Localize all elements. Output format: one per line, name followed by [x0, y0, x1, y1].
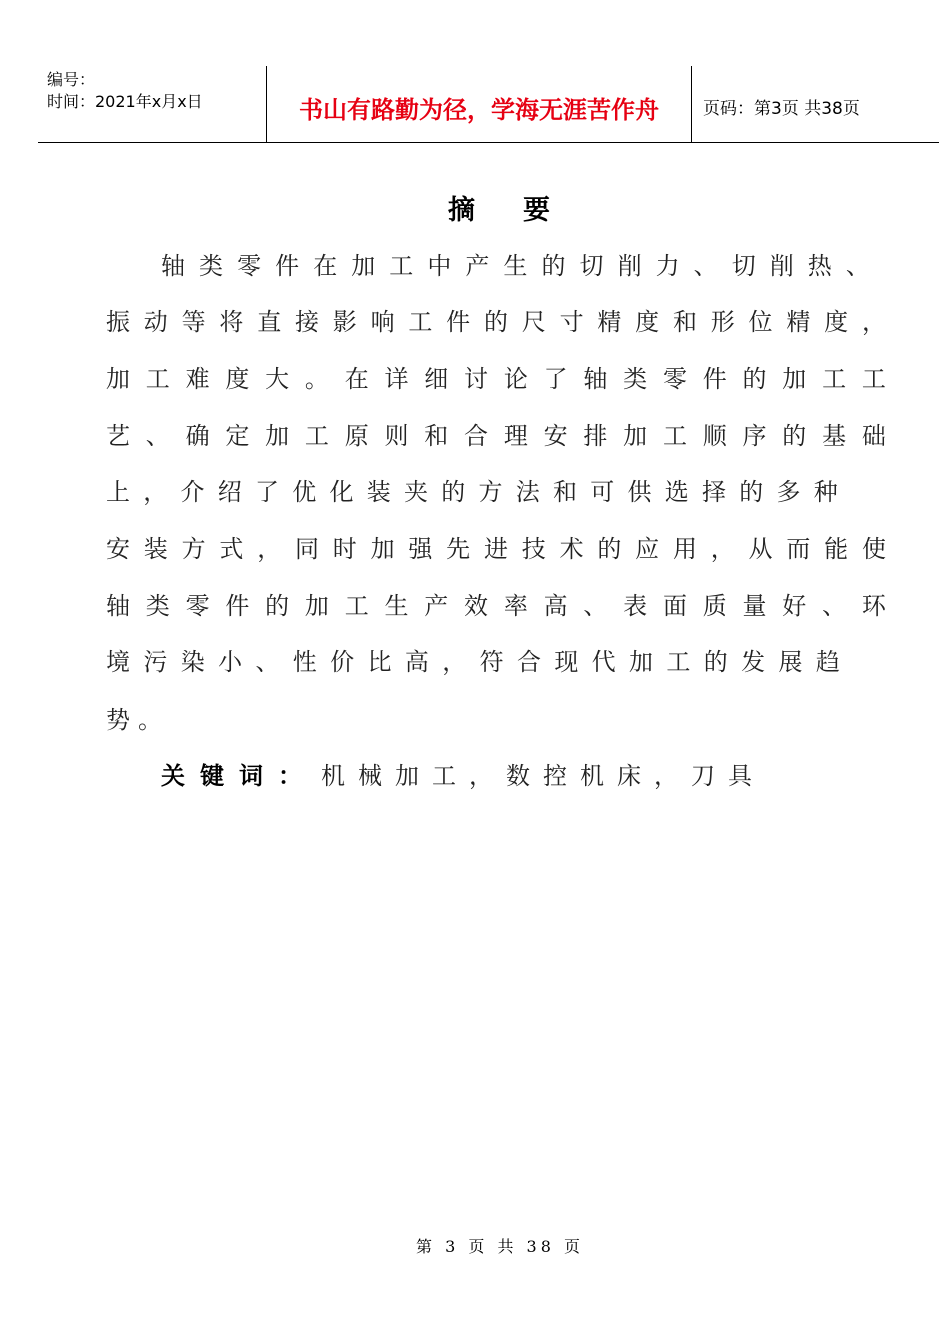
- abstract-char: 、: [255, 647, 280, 676]
- abstract-char: 境: [106, 647, 130, 676]
- abstract-char: 、: [145, 421, 170, 450]
- abstract-char: ，: [143, 477, 168, 506]
- abstract-char: 大: [265, 364, 290, 393]
- keywords-label: 关键词：: [161, 760, 317, 790]
- abstract-char: 进: [483, 534, 508, 563]
- abstract-char: 从: [748, 534, 773, 563]
- abstract-char: 的: [541, 251, 566, 280]
- abstract-char: 削: [617, 251, 642, 280]
- abstract-char: 产: [465, 251, 490, 280]
- abstract-char: 零: [237, 251, 262, 280]
- abstract-char: 种: [813, 477, 838, 506]
- abstract-char: 绍: [217, 477, 242, 506]
- abstract-char: 的: [441, 477, 466, 506]
- abstract-line: [106, 472, 838, 506]
- abstract-char: 的: [483, 307, 508, 336]
- abstract-char: 件: [702, 364, 727, 393]
- abstract-char: 效: [464, 591, 489, 620]
- abstract-char: 加: [265, 421, 290, 450]
- abstract-char: 量: [742, 591, 767, 620]
- abstract-char: ，: [257, 534, 282, 563]
- keywords-text: 机械加工，数控机床，刀具: [321, 761, 765, 790]
- abstract-char: 加: [782, 364, 807, 393]
- abstract-char: 础: [861, 421, 886, 450]
- abstract-char: 环: [861, 591, 886, 620]
- abstract-char: 夹: [404, 477, 428, 506]
- abstract-char: 技: [521, 534, 546, 563]
- abstract-char: 位: [748, 307, 773, 336]
- abstract-char: 生: [384, 591, 409, 620]
- abstract-char: 小: [218, 647, 243, 676]
- abstract-line: [106, 302, 886, 336]
- serial-number-label: 编号：: [47, 70, 96, 89]
- abstract-char: 度: [635, 307, 660, 336]
- abstract-char: 零: [185, 591, 210, 620]
- abstract-char: 精: [597, 307, 622, 336]
- abstract-char: 式: [219, 534, 244, 563]
- abstract-char: 势: [106, 705, 130, 734]
- abstract-char: 安: [543, 421, 568, 450]
- abstract-char: 轴: [161, 251, 185, 280]
- abstract-char: 方: [181, 534, 206, 563]
- abstract-char: 则: [384, 421, 409, 450]
- abstract-char: 详: [384, 364, 409, 393]
- abstract-char: 基: [822, 421, 847, 450]
- abstract-char: 在: [313, 251, 338, 280]
- keywords-line: [161, 756, 765, 790]
- abstract-char: 和: [672, 307, 697, 336]
- abstract-char: 精: [786, 307, 811, 336]
- abstract-char: 产: [424, 591, 449, 620]
- abstract-char: 影: [332, 307, 357, 336]
- abstract-char: 讨: [464, 364, 489, 393]
- abstract-char: 排: [583, 421, 608, 450]
- abstract-char: 的: [597, 534, 622, 563]
- abstract-char: ，: [710, 534, 735, 563]
- abstract-char: 质: [702, 591, 727, 620]
- abstract-char: 了: [255, 477, 279, 506]
- abstract-char: 顺: [702, 421, 727, 450]
- abstract-char: 装: [366, 477, 391, 506]
- abstract-char: 合: [516, 647, 541, 676]
- abstract-char: 比: [367, 647, 392, 676]
- abstract-char: 表: [623, 591, 648, 620]
- abstract-char: 和: [553, 477, 577, 506]
- abstract-char: 类: [199, 251, 224, 280]
- abstract-char: 艺: [106, 421, 130, 450]
- abstract-char: 加: [351, 251, 376, 280]
- abstract-char: 原: [344, 421, 369, 450]
- abstract-char: 高: [404, 647, 429, 676]
- abstract-char: 多: [776, 477, 801, 506]
- header-page-number: 页码：第3页 共38页: [703, 99, 860, 119]
- abstract-char: 论: [503, 364, 528, 393]
- abstract-char: 工: [304, 421, 329, 450]
- abstract-char: 用: [672, 534, 697, 563]
- abstract-char: 生: [503, 251, 528, 280]
- abstract-line: [106, 700, 162, 734]
- abstract-char: 合: [464, 421, 489, 450]
- abstract-char: 的: [742, 364, 767, 393]
- abstract-char: 同: [294, 534, 319, 563]
- abstract-char: 加: [106, 364, 130, 393]
- abstract-char: 。: [138, 705, 162, 734]
- abstract-char: 工: [408, 307, 433, 336]
- abstract-char: 、: [583, 591, 608, 620]
- date-label: 时间：2021年x月x日: [47, 92, 203, 111]
- abstract-char: 类: [623, 364, 648, 393]
- abstract-char: 度: [225, 364, 250, 393]
- abstract-line: [106, 529, 886, 563]
- abstract-char: 切: [731, 251, 756, 280]
- abstract-char: 趋: [815, 647, 840, 676]
- abstract-char: 力: [655, 251, 680, 280]
- abstract-char: 法: [515, 477, 540, 506]
- abstract-line: [106, 586, 886, 620]
- abstract-char: 价: [330, 647, 355, 676]
- abstract-char: 、: [693, 251, 718, 280]
- abstract-char: 符: [479, 647, 504, 676]
- abstract-char: 等: [181, 307, 206, 336]
- abstract-char: 削: [769, 251, 794, 280]
- abstract-char: 难: [185, 364, 210, 393]
- abstract-char: 寸: [559, 307, 584, 336]
- abstract-char: 切: [579, 251, 604, 280]
- abstract-char: 将: [219, 307, 244, 336]
- abstract-char: 优: [292, 477, 317, 506]
- abstract-char: 染: [180, 647, 205, 676]
- abstract-char: 形: [710, 307, 735, 336]
- abstract-char: 展: [778, 647, 803, 676]
- abstract-char: 和: [424, 421, 449, 450]
- abstract-line: [106, 359, 886, 393]
- abstract-char: 而: [786, 534, 811, 563]
- abstract-char: 的: [739, 477, 764, 506]
- abstract-char: 强: [408, 534, 433, 563]
- abstract-char: 术: [559, 534, 584, 563]
- abstract-char: 接: [294, 307, 319, 336]
- abstract-char: 工: [666, 647, 691, 676]
- abstract-char: 面: [662, 591, 687, 620]
- abstract-char: 介: [180, 477, 205, 506]
- abstract-char: 率: [503, 591, 528, 620]
- abstract-char: 加: [304, 591, 329, 620]
- abstract-char: 安: [106, 534, 130, 563]
- abstract-char: 件: [446, 307, 471, 336]
- abstract-char: 应: [635, 534, 660, 563]
- abstract-char: 择: [702, 477, 726, 506]
- abstract-char: 装: [143, 534, 168, 563]
- motto-text: 书山有路勤为径，学海无涯苦作舟: [299, 95, 659, 124]
- abstract-char: 使: [861, 534, 886, 563]
- abstract-line: [161, 246, 870, 280]
- abstract-char: 现: [554, 647, 579, 676]
- abstract-line: [106, 416, 886, 450]
- abstract-char: 的: [703, 647, 728, 676]
- abstract-char: 在: [344, 364, 369, 393]
- abstract-char: 工: [344, 591, 369, 620]
- abstract-char: 确: [185, 421, 210, 450]
- abstract-char: 热: [807, 251, 832, 280]
- abstract-char: 、: [822, 591, 847, 620]
- abstract-char: 序: [742, 421, 767, 450]
- abstract-char: 可: [590, 477, 615, 506]
- abstract-char: 加: [623, 421, 648, 450]
- abstract-char: 、: [845, 251, 870, 280]
- abstract-char: 定: [225, 421, 250, 450]
- abstract-char: ，: [861, 307, 886, 336]
- abstract-char: 细: [424, 364, 449, 393]
- abstract-char: 工: [861, 364, 886, 393]
- abstract-char: 零: [662, 364, 687, 393]
- abstract-char: 理: [503, 421, 528, 450]
- abstract-char: 先: [446, 534, 471, 563]
- abstract-char: 动: [143, 307, 168, 336]
- abstract-char: 上: [106, 477, 130, 506]
- page-footer: 第 3 页 共 38 页: [416, 1237, 584, 1256]
- abstract-char: 污: [143, 647, 168, 676]
- abstract-char: 好: [782, 591, 807, 620]
- abstract-char: 化: [329, 477, 354, 506]
- abstract-char: 类: [145, 591, 170, 620]
- abstract-char: 件: [225, 591, 250, 620]
- abstract-title: 摘要: [448, 195, 598, 226]
- abstract-char: 件: [275, 251, 300, 280]
- abstract-char: 高: [543, 591, 568, 620]
- abstract-char: 尺: [521, 307, 546, 336]
- abstract-char: 响: [370, 307, 395, 336]
- abstract-char: ，: [442, 647, 467, 676]
- abstract-char: 性: [292, 647, 317, 676]
- abstract-char: 轴: [106, 591, 130, 620]
- abstract-char: 工: [145, 364, 170, 393]
- abstract-line: [106, 642, 840, 676]
- abstract-char: 加: [629, 647, 654, 676]
- abstract-char: 能: [824, 534, 849, 563]
- abstract-char: 工: [389, 251, 414, 280]
- abstract-char: 的: [782, 421, 807, 450]
- abstract-char: 方: [478, 477, 503, 506]
- abstract-char: 发: [741, 647, 766, 676]
- abstract-char: 振: [106, 307, 130, 336]
- abstract-char: 的: [265, 591, 290, 620]
- abstract-char: 工: [822, 364, 847, 393]
- abstract-char: 直: [257, 307, 282, 336]
- abstract-char: 时: [332, 534, 357, 563]
- abstract-char: 度: [824, 307, 849, 336]
- abstract-char: 。: [304, 364, 329, 393]
- abstract-char: 工: [662, 421, 687, 450]
- abstract-char: 中: [427, 251, 452, 280]
- abstract-char: 代: [591, 647, 616, 676]
- abstract-char: 加: [370, 534, 395, 563]
- abstract-char: 轴: [583, 364, 608, 393]
- abstract-char: 选: [664, 477, 689, 506]
- abstract-char: 了: [543, 364, 568, 393]
- abstract-char: 供: [627, 477, 652, 506]
